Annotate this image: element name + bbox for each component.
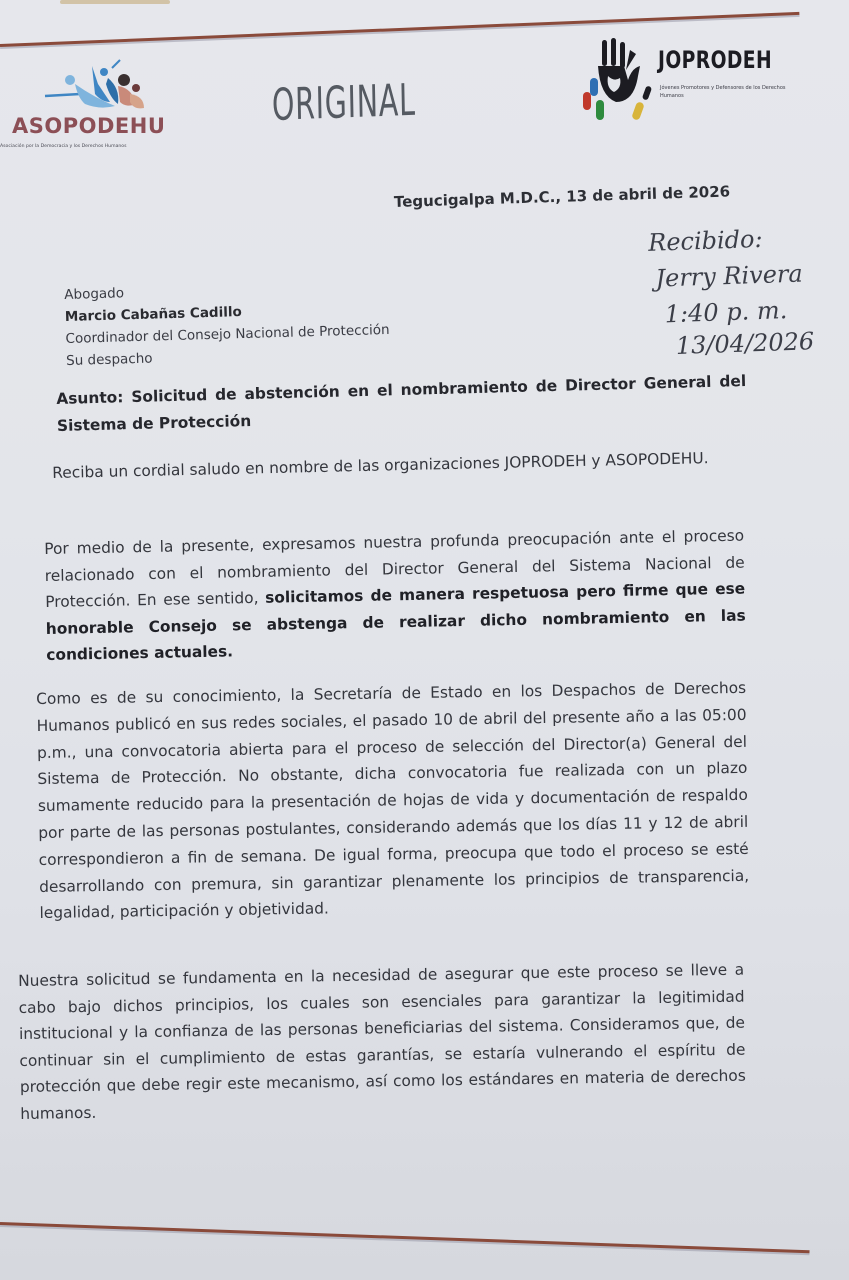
received-date: 13/04/2026 — [675, 327, 815, 360]
recipient-block — [64, 275, 390, 372]
date-line: Tegucigalpa M.D.C., 13 de abril de 2026 — [393, 182, 731, 211]
footer-rule — [0, 1222, 810, 1253]
hand-print-icon — [580, 36, 660, 126]
asopodehu-logo — [0, 58, 200, 158]
recipient-name: Marcio Cabañas Cadillo — [64, 304, 242, 325]
recipient-position: Coordinador del Consejo Nacional de Protección — [65, 321, 390, 347]
asopodehu-emblem-icon — [40, 58, 150, 118]
recipient-closing: Su despacho — [65, 350, 153, 369]
subject-line: Asunto: Solicitud de abstención en el nombramiento de Director General del Sistema de Protección — [56, 371, 747, 435]
received-time: 1:40 p. m. — [664, 296, 788, 329]
paper-edge-shadow — [60, 0, 170, 4]
paragraph-1-request: solicitamos de manera respetuosa pero firme que ese honorable Consejo se abstenga de realizar dicho nombramiento en las condiciones actuales. — [45, 579, 746, 664]
received-handwritten-note — [648, 219, 815, 365]
joprodeh-name: JOPRODEH — [658, 46, 773, 74]
original-stamp: ORIGINAL — [271, 74, 416, 131]
paragraph-3: Nuestra solicitud se fundamenta en la necesidad de asegurar que este proceso se lleve a cabo bajo dichos principios, los cuales son esenciales para garantizar la legitimidad institucional y la confianza de las personas beneficiarias del sistema. Consideramos que, de continuar sin el cumplimiento de estas garantías, se estaría vulnerando el espíritu de protección que debe regir este mecanismo, así como los estándares en materia de derechos humanos. — [18, 960, 746, 1123]
asopodehu-tagline: Asociación por la Democracia y los Derechos Humanos — [0, 144, 127, 149]
joprodeh-tagline: Jóvenes Promotores y Defensores de los Derechos Humanos — [660, 85, 786, 99]
paragraph-2: Como es de su conocimiento, la Secretaría de Estado en los Despachos de Derechos Humanos publicó en sus redes sociales, el pasado 10 de abril del presente año a las 05:00 p.m., una convocatoria abierta para el proceso de selección del Director(a) General del Sistema de Protección. No obstante, dicha convocatoria fue realizada con un plazo sumamente reducido para la presentación de hojas de vida y documentación de respaldo por parte de las personas postulantes, considerando además que los días 11 y 12 de abril correspondieron a fin de semana. De igual forma, preocupa que todo el proceso se esté desarrollando con premura, sin garantizar plenamente los principios de transparencia, legalidad, participación y objetividad. — [36, 678, 750, 923]
paragraph-1 — [44, 523, 746, 669]
received-by: Jerry Rivera — [654, 259, 804, 293]
asopodehu-name: ASOPODEHU — [12, 114, 166, 138]
received-label: Recibido: — [647, 224, 763, 257]
joprodeh-logo — [580, 36, 810, 126]
greeting-paragraph: Reciba un cordial saludo en nombre de las organizaciones JOPRODEH y ASOPODEHU. — [52, 449, 709, 482]
paragraph-1-text: Por medio de la presente, expresamos nuestra profunda preocupación ante el proceso relacionado con el nombramiento del Director General del Sistema Nacional de Protección. En ese sentido, — [44, 526, 745, 611]
recipient-title: Abogado — [64, 285, 125, 303]
